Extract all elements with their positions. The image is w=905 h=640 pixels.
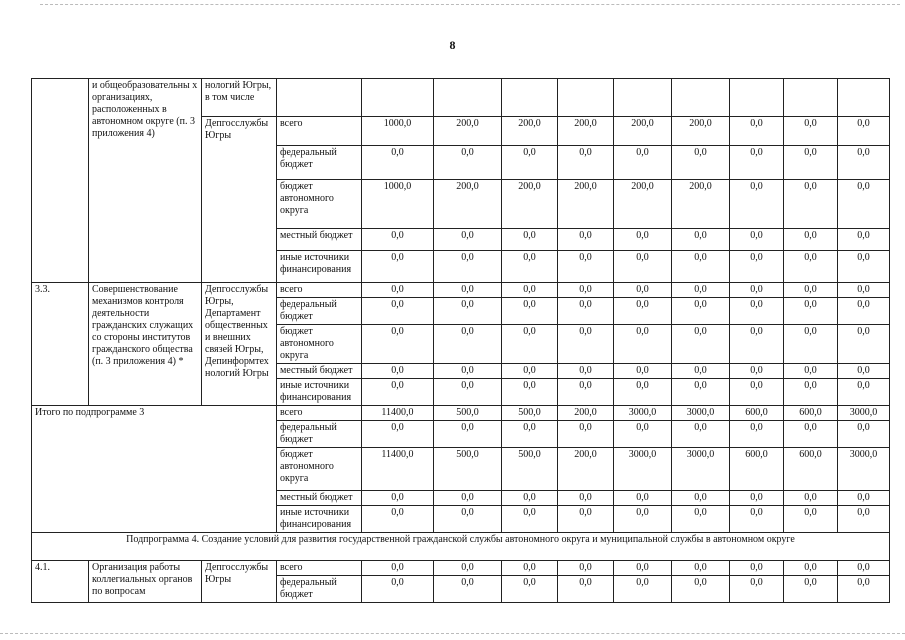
table-row bbox=[32, 561, 890, 576]
amount-cell: 0,0 bbox=[672, 229, 730, 251]
amount-cell: 0,0 bbox=[672, 251, 730, 283]
amount-cell: 0,0 bbox=[838, 364, 890, 379]
amount-cell: 0,0 bbox=[614, 298, 672, 325]
amount-cell bbox=[838, 79, 890, 117]
amount-cell: 0,0 bbox=[614, 421, 672, 448]
amount-cell: 0,0 bbox=[362, 146, 434, 180]
amount-cell: 0,0 bbox=[838, 283, 890, 298]
amount-cell: 0,0 bbox=[502, 561, 558, 576]
amount-cell: 11400,0 bbox=[362, 406, 434, 421]
amount-cell: 200,0 bbox=[502, 180, 558, 229]
item-name: Совершенствование механизмов контроля деятельности гражданских служащих со стороны институтов гражданского общества (п. 3 приложения 4) * bbox=[89, 283, 202, 406]
amount-cell: 0,0 bbox=[434, 364, 502, 379]
amount-cell: 0,0 bbox=[730, 421, 784, 448]
amount-cell: 0,0 bbox=[614, 229, 672, 251]
item-number: 3.3. bbox=[32, 283, 89, 406]
amount-cell: 0,0 bbox=[672, 379, 730, 406]
amount-cell: 0,0 bbox=[672, 325, 730, 364]
amount-cell: 0,0 bbox=[784, 298, 838, 325]
amount-cell: 200,0 bbox=[672, 117, 730, 146]
amount-cell: 0,0 bbox=[730, 146, 784, 180]
amount-cell: 0,0 bbox=[784, 364, 838, 379]
amount-cell: 0,0 bbox=[784, 229, 838, 251]
funding-source: бюджет автономного округа bbox=[277, 180, 362, 229]
amount-cell: 0,0 bbox=[730, 364, 784, 379]
amount-cell: 0,0 bbox=[614, 283, 672, 298]
amount-cell: 0,0 bbox=[614, 379, 672, 406]
amount-cell: 0,0 bbox=[730, 325, 784, 364]
amount-cell: 0,0 bbox=[784, 576, 838, 603]
amount-cell: 0,0 bbox=[614, 146, 672, 180]
table-row bbox=[32, 533, 890, 561]
amount-cell: 1000,0 bbox=[362, 117, 434, 146]
amount-cell: 200,0 bbox=[558, 448, 614, 491]
amount-cell: 0,0 bbox=[502, 506, 558, 533]
funding-source: федеральный бюджет bbox=[277, 298, 362, 325]
amount-cell: 600,0 bbox=[730, 448, 784, 491]
amount-cell: 3000,0 bbox=[672, 406, 730, 421]
funding-source: местный бюджет bbox=[277, 229, 362, 251]
amount-cell: 0,0 bbox=[730, 117, 784, 146]
executor: Депгосслужбы Югры bbox=[202, 561, 277, 603]
funding-source: иные источники финансирования bbox=[277, 379, 362, 406]
amount-cell: 0,0 bbox=[362, 421, 434, 448]
amount-cell bbox=[614, 79, 672, 117]
amount-cell: 3000,0 bbox=[614, 448, 672, 491]
amount-cell: 0,0 bbox=[434, 506, 502, 533]
amount-cell: 0,0 bbox=[502, 251, 558, 283]
amount-cell: 0,0 bbox=[434, 229, 502, 251]
item-name: Организация работы коллегиальных органов по вопросам bbox=[89, 561, 202, 603]
amount-cell: 0,0 bbox=[614, 364, 672, 379]
amount-cell: 0,0 bbox=[558, 298, 614, 325]
amount-cell: 0,0 bbox=[362, 561, 434, 576]
funding-source: всего bbox=[277, 283, 362, 298]
amount-cell: 0,0 bbox=[672, 561, 730, 576]
amount-cell: 0,0 bbox=[362, 229, 434, 251]
amount-cell: 0,0 bbox=[614, 491, 672, 506]
amount-cell: 0,0 bbox=[362, 364, 434, 379]
amount-cell: 0,0 bbox=[730, 561, 784, 576]
amount-cell bbox=[672, 79, 730, 117]
amount-cell: 0,0 bbox=[838, 421, 890, 448]
amount-cell: 3000,0 bbox=[838, 448, 890, 491]
amount-cell bbox=[502, 79, 558, 117]
amount-cell bbox=[784, 79, 838, 117]
amount-cell: 200,0 bbox=[502, 117, 558, 146]
amount-cell: 0,0 bbox=[502, 325, 558, 364]
amount-cell: 0,0 bbox=[558, 561, 614, 576]
amount-cell: 500,0 bbox=[502, 448, 558, 491]
amount-cell: 0,0 bbox=[502, 146, 558, 180]
amount-cell: 200,0 bbox=[672, 180, 730, 229]
amount-cell: 0,0 bbox=[838, 117, 890, 146]
amount-cell: 0,0 bbox=[502, 421, 558, 448]
amount-cell: 0,0 bbox=[730, 283, 784, 298]
amount-cell: 500,0 bbox=[434, 406, 502, 421]
amount-cell: 0,0 bbox=[614, 325, 672, 364]
amount-cell: 0,0 bbox=[838, 180, 890, 229]
amount-cell: 0,0 bbox=[838, 298, 890, 325]
executor: Депгосслужбы Югры, Департамент общественных и внешних связей Югры, Депинформтех нологий Югры bbox=[202, 283, 277, 406]
amount-cell: 0,0 bbox=[784, 421, 838, 448]
amount-cell: 0,0 bbox=[434, 146, 502, 180]
amount-cell: 0,0 bbox=[730, 379, 784, 406]
amount-cell: 0,0 bbox=[730, 506, 784, 533]
funding-source: иные источники финансирования bbox=[277, 506, 362, 533]
amount-cell: 0,0 bbox=[672, 298, 730, 325]
amount-cell: 0,0 bbox=[362, 325, 434, 364]
amount-cell: 0,0 bbox=[502, 379, 558, 406]
amount-cell: 0,0 bbox=[784, 379, 838, 406]
funding-source: бюджет автономного округа bbox=[277, 448, 362, 491]
amount-cell: 0,0 bbox=[434, 421, 502, 448]
amount-cell: 0,0 bbox=[784, 325, 838, 364]
amount-cell: 500,0 bbox=[434, 448, 502, 491]
amount-cell: 0,0 bbox=[838, 325, 890, 364]
amount-cell: 0,0 bbox=[784, 561, 838, 576]
amount-cell: 0,0 bbox=[434, 325, 502, 364]
amount-cell bbox=[558, 79, 614, 117]
funding-source bbox=[277, 79, 362, 117]
amount-cell: 0,0 bbox=[502, 576, 558, 603]
amount-cell: 0,0 bbox=[730, 298, 784, 325]
amount-cell: 0,0 bbox=[838, 146, 890, 180]
amount-cell: 0,0 bbox=[784, 491, 838, 506]
amount-cell: 500,0 bbox=[502, 406, 558, 421]
amount-cell: 0,0 bbox=[434, 379, 502, 406]
amount-cell: 0,0 bbox=[784, 283, 838, 298]
funding-source: бюджет автономного округа bbox=[277, 325, 362, 364]
amount-cell bbox=[730, 79, 784, 117]
amount-cell: 0,0 bbox=[784, 146, 838, 180]
amount-cell: 0,0 bbox=[362, 251, 434, 283]
executor: нологий Югры, в том числе bbox=[202, 79, 277, 117]
amount-cell: 0,0 bbox=[838, 379, 890, 406]
amount-cell: 600,0 bbox=[784, 448, 838, 491]
funding-source: местный бюджет bbox=[277, 364, 362, 379]
amount-cell: 0,0 bbox=[362, 506, 434, 533]
amount-cell: 0,0 bbox=[558, 576, 614, 603]
amount-cell: 0,0 bbox=[558, 421, 614, 448]
funding-source: иные источники финансирования bbox=[277, 251, 362, 283]
amount-cell: 200,0 bbox=[558, 406, 614, 421]
amount-cell: 0,0 bbox=[502, 283, 558, 298]
amount-cell: 0,0 bbox=[730, 576, 784, 603]
funding-source: федеральный бюджет bbox=[277, 421, 362, 448]
amount-cell: 0,0 bbox=[730, 180, 784, 229]
amount-cell: 0,0 bbox=[672, 146, 730, 180]
funding-source: всего bbox=[277, 117, 362, 146]
amount-cell: 0,0 bbox=[672, 506, 730, 533]
amount-cell: 0,0 bbox=[558, 283, 614, 298]
funding-source: федеральный бюджет bbox=[277, 146, 362, 180]
amount-cell: 0,0 bbox=[784, 117, 838, 146]
amount-cell: 0,0 bbox=[558, 506, 614, 533]
amount-cell: 0,0 bbox=[558, 379, 614, 406]
funding-source: федеральный бюджет bbox=[277, 576, 362, 603]
amount-cell: 0,0 bbox=[838, 491, 890, 506]
amount-cell: 0,0 bbox=[362, 283, 434, 298]
item-name: и общеобразовательны х организациях, расположенных в автономном округе (п. 3 приложения 4) bbox=[89, 79, 202, 283]
amount-cell: 0,0 bbox=[502, 491, 558, 506]
amount-cell: 0,0 bbox=[434, 283, 502, 298]
funding-source: всего bbox=[277, 406, 362, 421]
amount-cell: 600,0 bbox=[730, 406, 784, 421]
amount-cell: 0,0 bbox=[434, 298, 502, 325]
amount-cell: 0,0 bbox=[784, 251, 838, 283]
table-row bbox=[32, 79, 890, 117]
amount-cell: 0,0 bbox=[614, 561, 672, 576]
table-row bbox=[32, 406, 890, 421]
amount-cell: 0,0 bbox=[502, 298, 558, 325]
amount-cell: 0,0 bbox=[838, 576, 890, 603]
amount-cell: 0,0 bbox=[502, 229, 558, 251]
amount-cell: 0,0 bbox=[672, 283, 730, 298]
amount-cell: 0,0 bbox=[614, 506, 672, 533]
amount-cell: 0,0 bbox=[362, 576, 434, 603]
amount-cell: 0,0 bbox=[558, 364, 614, 379]
amount-cell: 0,0 bbox=[558, 325, 614, 364]
amount-cell: 0,0 bbox=[614, 576, 672, 603]
scan-edge-bottom bbox=[0, 633, 905, 634]
amount-cell: 200,0 bbox=[614, 180, 672, 229]
amount-cell: 0,0 bbox=[838, 561, 890, 576]
amount-cell: 0,0 bbox=[784, 180, 838, 229]
amount-cell: 11400,0 bbox=[362, 448, 434, 491]
amount-cell: 3000,0 bbox=[672, 448, 730, 491]
amount-cell: 200,0 bbox=[558, 180, 614, 229]
amount-cell: 0,0 bbox=[558, 229, 614, 251]
amount-cell: 0,0 bbox=[730, 251, 784, 283]
amount-cell: 0,0 bbox=[730, 229, 784, 251]
table-row bbox=[32, 283, 890, 298]
amount-cell: 0,0 bbox=[362, 491, 434, 506]
amount-cell: 200,0 bbox=[558, 117, 614, 146]
amount-cell bbox=[362, 79, 434, 117]
amount-cell: 1000,0 bbox=[362, 180, 434, 229]
amount-cell: 0,0 bbox=[730, 491, 784, 506]
amount-cell: 0,0 bbox=[784, 506, 838, 533]
budget-table bbox=[31, 78, 890, 603]
amount-cell: 0,0 bbox=[502, 364, 558, 379]
amount-cell: 600,0 bbox=[784, 406, 838, 421]
amount-cell: 0,0 bbox=[362, 298, 434, 325]
amount-cell: 0,0 bbox=[614, 251, 672, 283]
funding-source: всего bbox=[277, 561, 362, 576]
amount-cell: 0,0 bbox=[558, 491, 614, 506]
amount-cell: 0,0 bbox=[838, 506, 890, 533]
amount-cell: 0,0 bbox=[672, 576, 730, 603]
amount-cell: 0,0 bbox=[558, 251, 614, 283]
funding-source: местный бюджет bbox=[277, 491, 362, 506]
amount-cell: 3000,0 bbox=[614, 406, 672, 421]
subtotal-label: Итого по подпрограмме 3 bbox=[32, 406, 277, 533]
amount-cell: 0,0 bbox=[672, 491, 730, 506]
amount-cell: 0,0 bbox=[434, 251, 502, 283]
amount-cell: 200,0 bbox=[614, 117, 672, 146]
amount-cell: 0,0 bbox=[434, 576, 502, 603]
executor: Депгосслужбы Югры bbox=[202, 117, 277, 283]
item-number: 4.1. bbox=[32, 561, 89, 603]
scan-edge-top bbox=[40, 4, 900, 5]
amount-cell: 0,0 bbox=[672, 421, 730, 448]
amount-cell: 200,0 bbox=[434, 117, 502, 146]
amount-cell: 0,0 bbox=[558, 146, 614, 180]
amount-cell: 0,0 bbox=[434, 491, 502, 506]
subprogram-heading: Подпрограмма 4. Создание условий для развития государственной гражданской службы автономного округа и муниципальной службы в автономном округе bbox=[32, 533, 890, 561]
amount-cell bbox=[434, 79, 502, 117]
amount-cell: 0,0 bbox=[838, 229, 890, 251]
amount-cell: 0,0 bbox=[362, 379, 434, 406]
amount-cell: 0,0 bbox=[672, 364, 730, 379]
amount-cell: 200,0 bbox=[434, 180, 502, 229]
amount-cell: 0,0 bbox=[434, 561, 502, 576]
amount-cell: 0,0 bbox=[838, 251, 890, 283]
item-number bbox=[32, 79, 89, 283]
amount-cell: 3000,0 bbox=[838, 406, 890, 421]
page-number: 8 bbox=[449, 38, 456, 52]
